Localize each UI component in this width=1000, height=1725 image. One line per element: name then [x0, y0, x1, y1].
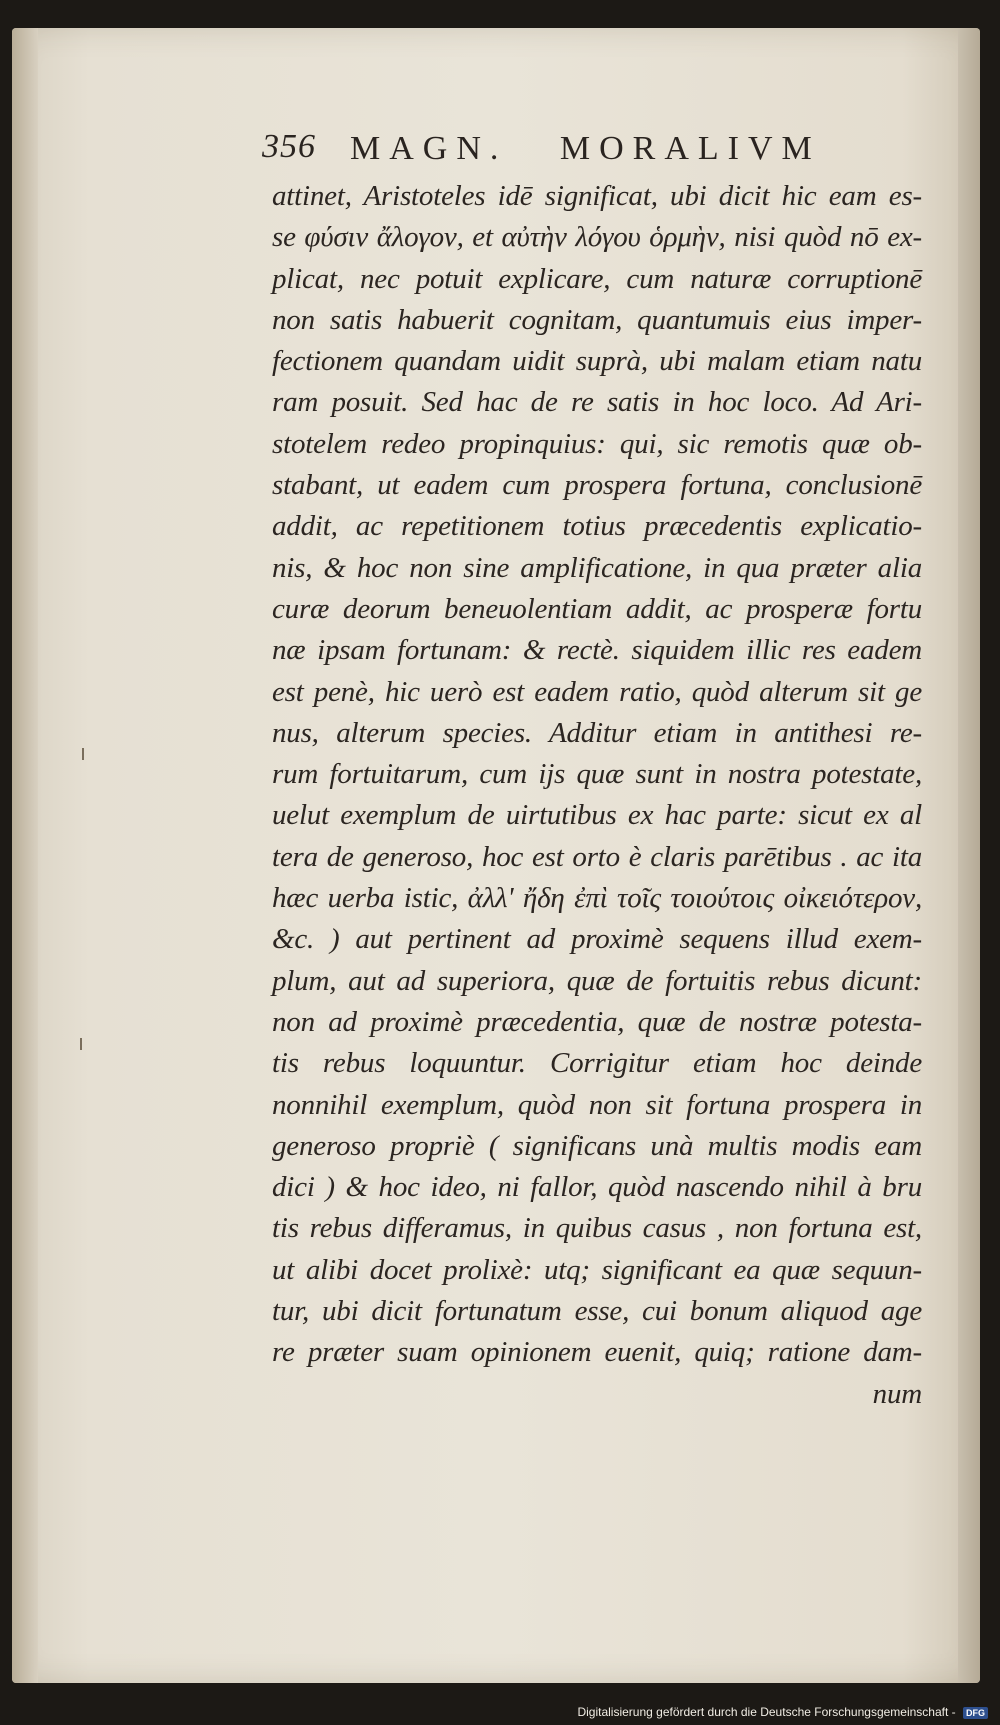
digitization-credit — [577, 1705, 988, 1719]
text-line: se φύσιν ἄλογον, et αὐτὴν λόγου ὁρμὴν, nisi quòd nō ex- — [272, 221, 922, 254]
text-line: nus, alterum species. Additur etiam in antithesi re- — [272, 716, 922, 749]
text-line: uelut exemplum de uirtutibus ex hac parte: sicut ex al — [272, 799, 922, 832]
margin-mark — [82, 748, 84, 760]
text-line: &c. ) aut pertinent ad proximè sequens illud exem- — [272, 923, 922, 956]
text-line: plicat, nec potuit explicare, cum naturæ corruptionē — [272, 262, 922, 295]
text-line: tur, ubi dicit fortunatum esse, cui bonum aliquod age — [272, 1295, 922, 1328]
text-line: næ ipsam fortunam: & rectè. siquidem illic res eadem — [272, 634, 922, 667]
text-line: curæ deorum beneuolentiam addit, ac prosperæ fortu — [272, 592, 922, 625]
text-line: ut alibi docet prolixè: utq; significant ea quæ sequun- — [272, 1253, 922, 1286]
dfg-logo: DFG — [963, 1707, 988, 1719]
text-line: tera de generoso, hoc est orto è claris parētibus . ac ita — [272, 840, 922, 873]
text-line: non satis habuerit cognitam, quantumuis eius imper- — [272, 303, 922, 336]
body-text — [272, 176, 922, 1415]
text-line: generoso propriè ( significans unà multis modis eam — [272, 1129, 922, 1162]
text-line: stabant, ut eadem cum prospera fortuna, conclusionē — [272, 469, 922, 502]
text-line: tis rebus differamus, in quibus casus , non fortuna est, — [272, 1212, 922, 1245]
text-line: re præter suam opinionem euenit, quiq; ratione dam- — [272, 1336, 922, 1369]
text-line: hæc uerba istic, ἀλλ' ἤδη ἐπὶ τοῖς τοιούτοις οἰκειότερον, — [272, 882, 922, 915]
text-line: non ad proximè præcedentia, quæ de nostræ potesta- — [272, 1005, 922, 1038]
running-title: MAGN. MORALIVM — [350, 130, 821, 167]
catchword: num — [872, 1377, 922, 1410]
text-line: attinet, Aristoteles idē significat, ubi dicit hic eam es- — [272, 180, 922, 212]
text-line: fectionem quandam uidit suprà, ubi malam etiam natu — [272, 345, 922, 378]
text-line: plum, aut ad superiora, quæ de fortuitis rebus dicunt: — [272, 964, 922, 997]
text-line: tis rebus loquuntur. Corrigitur etiam hoc deinde — [272, 1047, 922, 1080]
text-line: est penè, hic uerò est eadem ratio, quòd alterum sit ge — [272, 675, 922, 708]
text-line: nis, & hoc non sine amplificatione, in qua præter alia — [272, 551, 922, 584]
text-line: stotelem redeo propinquius: qui, sic remotis quæ ob- — [272, 427, 922, 460]
credit-text: Digitalisierung gefördert durch die Deutsche Forschungsgemeinschaft - — [577, 1705, 956, 1719]
page-gutter — [12, 28, 38, 1683]
margin-mark — [80, 1038, 82, 1050]
text-line: nonnihil exemplum, quòd non sit fortuna prospera in — [272, 1088, 922, 1121]
text-line: ram posuit. Sed hac de re satis in hoc loco. Ad Ari- — [272, 386, 922, 419]
page-edge — [958, 28, 980, 1683]
text-line: rum fortuitarum, cum ijs quæ sunt in nostra potestate, — [272, 758, 922, 791]
text-line: dici ) & hoc ideo, ni fallor, quòd nascendo nihil à bru — [272, 1171, 922, 1204]
page-number: 356 — [262, 128, 316, 165]
text-line: addit, ac repetitionem totius præcedentis explicatio- — [272, 510, 922, 543]
running-header — [262, 128, 902, 172]
